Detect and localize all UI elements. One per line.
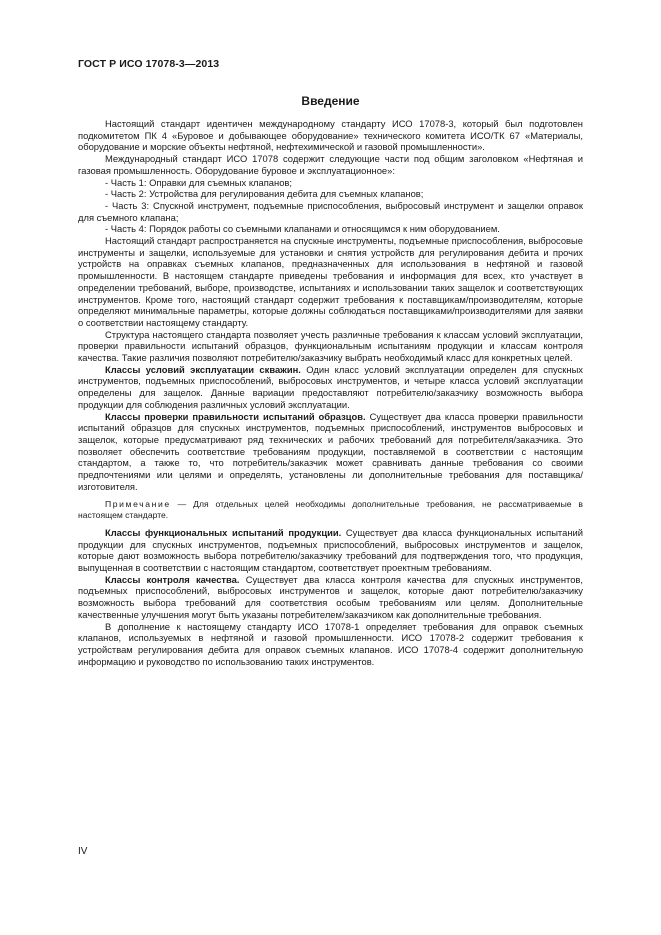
- note-label: Примечание: [105, 498, 171, 509]
- document-header: ГОСТ Р ИСО 17078-3—2013: [78, 58, 220, 70]
- paragraph-intro: Настоящий стандарт идентичен международному стандарту ИСО 17078-3, который был подготовлен подкомитетом ПК 4 «Буровое и добывающее оборудование» технического комитета ИСО/ТК 67 «Материалы, оборудование и морские объекты нефтяной, нефтехимической и газовой промышленности».: [78, 118, 583, 153]
- paragraph-parts-intro: Международный стандарт ИСО 17078 содержит следующие части под общим заголовком «Нефтяная и газовая промышленность. Оборудование буровое и эксплуатационное»:: [78, 153, 583, 176]
- section-heading: Классы контроля качества.: [105, 573, 240, 585]
- paragraph-service-classes: [78, 364, 583, 411]
- section-heading: Классы проверки правильности испытаний образцов.: [105, 410, 366, 422]
- paragraph-validation-classes: [78, 411, 583, 493]
- section-heading: Классы функциональных испытаний продукции.: [105, 526, 342, 538]
- page-number: IV: [78, 846, 88, 857]
- list-item-part-1: - Часть 1: Оправки для съемных клапанов;: [105, 176, 292, 188]
- paragraph-scope: Настоящий стандарт распространяется на спускные инструменты, подъемные приспособления, выбросовые инструменты и защелки, используемые для установки и снятия устройств для регулирования дебита и прочих устройств на оправках съемных клапанов, предназначенных для использования в нефтяной и газовой промышленности. В настоящем стандарте приведены требования и информация для всех, кто участвует в определении требований, выборе, производстве, испытаниях и использовании таких защелок и соответствующих инструментов. Кроме того, настоящий стандарт содержит требования к поставщикам/производителям, которые определяют минимальные параметры, которые должны соблюдаться поставщиками/производителями для заявки о соответствии настоящему стандарту.: [78, 235, 583, 328]
- section-text: Один класс условий эксплуатации определен для спускных инструментов, подъемных приспособлений, выбросовых инструментов, и четыре класса условий эксплуатации определены для защелок. Данные вариации предоставляют потребителю/заказчику возможность выбора продукции для соблюдения различных условий эксплуатации.: [78, 363, 583, 410]
- section-heading: Классы условий эксплуатации скважин.: [105, 363, 301, 375]
- document-body: [78, 118, 583, 667]
- paragraph-quality-classes: [78, 574, 583, 621]
- list-item-part-3: - Часть 3: Спускной инструмент, подъемные приспособления, выбросовый инструмент и защелки оправок для съемного клапана;: [78, 199, 583, 223]
- note: [78, 499, 583, 521]
- section-text: Существует два класса проверки правильности испытаний образцов для спускных инструментов, подъемных приспособлений, инструментов выбросовых и защелок, которые предусматривают ряд технических и рабочих требований для потребителя/заказчика. Это позволяет обеспечить соответствие требованиям продукции, поставляемой в соответствии с настоящим стандартом, а также то, что потребитель/заказчик может сравнивать данные требования со своими предпочтениями или целями и определять, установлены ли дополнительные требования для поставщика/изготовителя.: [78, 410, 583, 492]
- paragraph-structure: Структура настоящего стандарта позволяет учесть различные требования к классам условий эксплуатации, проверки правильности испытаний образцов, функциональным испытаниям продукции и классам контроля качества. Такие различия позволяют потребителю/заказчику выбрать необходимый класс для конкретных целей.: [78, 328, 583, 364]
- note-dash: —: [170, 498, 194, 509]
- note-text: Для отдельных целей необходимы дополнительные требования, не рассматриваемые в настоящем стандарте.: [78, 498, 583, 520]
- page-title: Введение: [301, 94, 360, 108]
- list-item-part-2: - Часть 2: Устройства для регулирования дебита для съемных клапанов;: [105, 188, 424, 200]
- paragraph-closing: В дополнение к настоящему стандарту ИСО 17078-1 определяет требования для оправок съемных клапанов, используемых в нефтяной и газовой промышленности. ИСО 17078-2 содержит требования к устройствам регулирования дебита для оправок съемных клапанов. ИСО 17078-4 содержит дополнительную информацию и руководство по использованию таких инструментов.: [78, 620, 583, 667]
- list-item-part-4: - Часть 4: Порядок работы со съемными клапанами и относящимся к ним оборудованием.: [105, 223, 500, 235]
- section-text: Существует два класса контроля качества для спускных инструментов, подъемных приспособлений, выбросовых инструментов и защелок, которые дают потребителю/заказчику возможность выбора требований для соответствия особым требованиям или целям. Дополнительные качественные улучшения могут быть указаны потребителем/заказчиком как дополнительные требования.: [78, 573, 584, 620]
- paragraph-functional-classes: [78, 527, 583, 574]
- section-text: Существует два класса функциональных испытаний продукции для спускных инструментов, подъемных приспособлений, выбросовых инструментов и защелок, которые дают возможность выбора потребителю/заказчику требований для подтверждения того, что продукция, выпущенная в соответствии с настоящим стандартом, соответствует проектным требованиям.: [78, 526, 583, 574]
